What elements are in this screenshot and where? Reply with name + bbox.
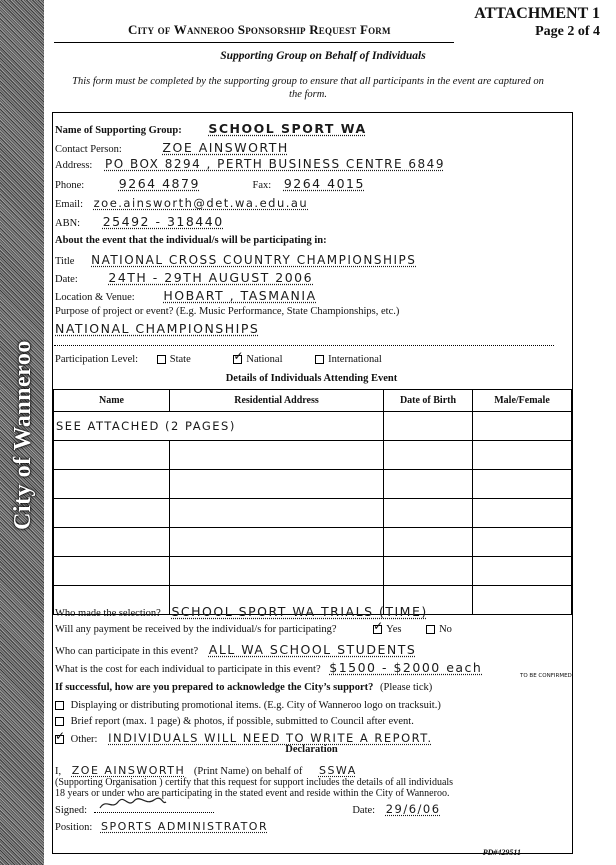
form-subtitle: Supporting Group on Behalf of Individuals <box>220 50 426 62</box>
international-label: International <box>328 354 382 365</box>
selection-label: Who made the selection? <box>55 608 161 619</box>
acknowledge-row <box>55 682 432 693</box>
event-date-row <box>55 270 313 285</box>
purpose-label: Purpose of project or event? (E.g. Music Performance, State Championships, etc.) <box>55 306 400 317</box>
table-cell[interactable] <box>473 470 572 499</box>
declaration-name-row <box>55 764 357 777</box>
event-title-label: Title <box>55 256 75 267</box>
tick-note: (Please tick) <box>380 682 433 693</box>
signed-row <box>55 802 555 816</box>
option2-row[interactable] <box>55 716 414 727</box>
option2-label: Brief report (max. 1 page) & photos, if possible, submitted to Council after event. <box>70 716 414 727</box>
phone-label: Phone: <box>55 180 85 191</box>
contact-field[interactable]: ZOE AINSWORTH <box>162 140 289 155</box>
table-cell[interactable] <box>54 470 170 499</box>
level-international-option[interactable] <box>315 354 382 365</box>
table-cell[interactable] <box>170 528 384 557</box>
table-cell[interactable] <box>384 528 473 557</box>
position-row <box>55 820 268 833</box>
event-title-field[interactable]: NATIONAL CROSS COUNTRY CHAMPIONSHIPS <box>91 253 417 267</box>
table-cell[interactable] <box>384 499 473 528</box>
table-cell[interactable] <box>54 528 170 557</box>
col-dob: Date of Birth <box>384 390 473 412</box>
contact-label: Contact Person: <box>55 144 122 155</box>
position-field[interactable]: SPORTS ADMINISTRATOR <box>100 820 269 833</box>
participate-row <box>55 642 416 657</box>
signature-field[interactable] <box>94 802 214 813</box>
event-date-field[interactable]: 24TH - 29TH AUGUST 2006 <box>108 270 314 285</box>
state-label: State <box>169 354 191 365</box>
acknowledge-heading: If successful, how are you prepared to acknowledge the City’s support? <box>55 682 374 693</box>
table-header-row <box>54 390 572 412</box>
purpose-extra-line <box>54 345 554 346</box>
payment-yes-checkbox[interactable] <box>373 625 382 634</box>
cost-field[interactable]: $1500 - $2000 each <box>329 660 483 675</box>
table-cell[interactable] <box>473 412 572 441</box>
payment-label: Will any payment be received by the individual/s for participating? <box>55 624 337 635</box>
purpose-row <box>55 321 259 336</box>
option2-checkbox[interactable] <box>55 717 64 726</box>
event-title-row <box>55 253 416 267</box>
table-row <box>54 557 572 586</box>
col-gender: Male/Female <box>473 390 572 412</box>
group-name-field[interactable]: SCHOOL SPORT WA <box>208 121 367 136</box>
state-checkbox[interactable] <box>157 355 166 364</box>
form-instructions: This form must be completed by the supporting group to ensure that all participants in the event are captured on the form. <box>72 76 544 100</box>
details-heading: Details of Individuals Attending Event <box>225 373 398 384</box>
table-cell[interactable] <box>54 499 170 528</box>
address-row <box>55 157 445 171</box>
location-field[interactable]: HOBART , TASMANIA <box>163 288 317 303</box>
event-heading: About the event that the individual/s will be participating in: <box>55 235 327 246</box>
national-checkbox[interactable] <box>233 355 242 364</box>
table-cell[interactable] <box>384 470 473 499</box>
address-field[interactable]: PO BOX 8294 , PERTH BUSINESS CENTRE 6849 <box>104 157 445 171</box>
national-label: National <box>246 354 283 365</box>
phone-row <box>55 176 365 191</box>
selection-field[interactable]: SCHOOL SPORT WA TRIALS (TIME) <box>171 604 428 619</box>
attached-note: SEE ATTACHED (2 PAGES) <box>56 419 236 433</box>
document-code: PD#429511 <box>482 848 521 857</box>
table-cell[interactable] <box>473 499 572 528</box>
other-checkbox[interactable] <box>55 735 64 744</box>
table-cell[interactable] <box>170 441 384 470</box>
other-row <box>55 731 433 745</box>
form-title: City of Wanneroo Sponsorship Request Form <box>128 22 391 37</box>
payment-yes-label: Yes <box>386 624 402 635</box>
group-name-label: Name of Supporting Group: <box>55 125 182 136</box>
option1-label: Displaying or distributing promotional items. (E.g. City of Wanneroo logo on tracksuit.) <box>70 700 441 711</box>
level-national-option[interactable] <box>233 354 282 365</box>
date-field[interactable]: 29/6/06 <box>385 802 441 816</box>
option1-row[interactable] <box>55 700 441 711</box>
cost-row <box>55 660 482 675</box>
table-row <box>54 499 572 528</box>
abn-label: ABN: <box>55 218 81 229</box>
individuals-table <box>53 389 572 615</box>
cost-note: TO BE CONFIRMED <box>520 673 572 679</box>
table-cell[interactable] <box>170 557 384 586</box>
organisation-field[interactable]: SSWA <box>318 764 357 777</box>
table-cell[interactable] <box>54 557 170 586</box>
international-checkbox[interactable] <box>315 355 324 364</box>
abn-field[interactable]: 25492 - 318440 <box>102 214 224 229</box>
location-label: Location & Venue: <box>55 292 135 303</box>
table-cell[interactable] <box>384 557 473 586</box>
table-cell[interactable] <box>473 586 572 615</box>
email-row <box>55 196 308 210</box>
col-address: Residential Address <box>170 390 384 412</box>
title-rule <box>54 42 454 43</box>
payment-no-checkbox[interactable] <box>426 625 435 634</box>
other-field[interactable]: INDIVIDUALS WILL NEED TO WRITE A REPORT. <box>108 731 433 745</box>
contact-row <box>55 140 289 155</box>
col-name: Name <box>54 390 170 412</box>
participation-row <box>55 354 382 365</box>
declarant-field[interactable]: ZOE AINSWORTH <box>71 764 186 777</box>
email-field[interactable]: zoe.ainsworth@det.wa.edu.au <box>93 196 309 210</box>
phone-field[interactable]: 9264 4879 <box>118 176 200 191</box>
table-cell[interactable] <box>384 441 473 470</box>
table-cell[interactable] <box>384 412 473 441</box>
participation-label: Participation Level: <box>55 354 139 365</box>
purpose-field[interactable]: NATIONAL CHAMPIONSHIPS <box>55 321 260 336</box>
event-date-label: Date: <box>55 274 78 285</box>
option1-checkbox[interactable] <box>55 701 64 710</box>
fax-label: Fax: <box>252 180 272 191</box>
other-label: Other: <box>70 734 98 745</box>
table-cell[interactable] <box>170 499 384 528</box>
sidebar-banner <box>0 0 44 865</box>
date-label: Date: <box>352 805 376 816</box>
selection-row <box>55 604 428 619</box>
email-label: Email: <box>55 199 83 210</box>
table-cell[interactable] <box>54 412 384 441</box>
attachment-label: ATTACHMENT 1 <box>474 5 600 22</box>
signature-mark <box>98 796 168 812</box>
table-cell[interactable] <box>170 470 384 499</box>
print-name-label: (Print Name) on behalf of <box>193 766 303 777</box>
sidebar-title: City of Wanneroo <box>10 340 36 530</box>
address-label: Address: <box>55 160 93 171</box>
participate-label: Who can participate in this event? <box>55 646 199 657</box>
table-row <box>54 528 572 557</box>
participate-field[interactable]: ALL WA SCHOOL STUDENTS <box>208 642 417 657</box>
table-row <box>54 441 572 470</box>
group-name-row <box>55 121 367 136</box>
payment-row <box>55 624 452 635</box>
payment-yes-option[interactable] <box>373 624 401 635</box>
table-cell[interactable] <box>473 441 572 470</box>
table-cell[interactable] <box>473 557 572 586</box>
table-cell[interactable] <box>473 528 572 557</box>
i-label: I, <box>55 766 62 777</box>
declaration-text-2: 18 years or under who are participating in the stated event and reside within the City of Wanneroo. <box>55 788 450 799</box>
signed-label: Signed: <box>55 805 88 816</box>
declaration-text-1: (Supporting Organisation ) certify that this request for support includes the details of all individuals <box>55 777 454 788</box>
cost-label: What is the cost for each individual to participate in this event? <box>55 664 321 675</box>
table-row <box>54 470 572 499</box>
level-state-option[interactable] <box>157 354 191 365</box>
table-cell[interactable] <box>54 441 170 470</box>
fax-field[interactable]: 9264 4015 <box>283 176 365 191</box>
page-number: Page 2 of 4 <box>535 24 600 39</box>
location-row <box>55 288 317 303</box>
table-row <box>54 412 572 441</box>
payment-no-option[interactable] <box>426 624 452 635</box>
declaration-heading: Declaration <box>285 744 338 755</box>
position-label: Position: <box>55 822 93 833</box>
payment-no-label: No <box>439 624 452 635</box>
abn-row <box>55 214 224 229</box>
